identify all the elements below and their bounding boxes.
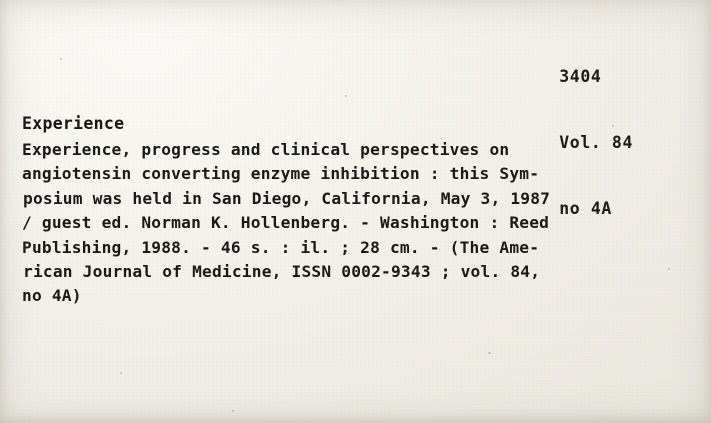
paper-speck <box>488 352 491 354</box>
paper-speck <box>60 58 62 60</box>
call-number-line-2: Vol. 84 <box>559 133 633 152</box>
entry-line: rican Journal of Medicine, ISSN 0002-9343 ; vol. 84, <box>23 262 541 282</box>
entry-heading: Experience <box>22 114 125 133</box>
catalog-entry <box>22 112 687 309</box>
entry-line: angiotensin converting enzyme inhibition : this Sym- <box>22 164 540 184</box>
call-number-line-3: no 4A <box>559 199 612 218</box>
paper-speck <box>345 95 347 97</box>
entry-line: no 4A) <box>22 286 82 306</box>
call-number-line-1: 3404 <box>559 67 602 86</box>
paper-speck <box>120 372 122 374</box>
paper-speck <box>232 410 234 412</box>
entry-line: Experience, progress and clinical perspectives on <box>22 140 510 159</box>
entry-line: posium was held in San Diego, California, May 3, 1987 <box>23 188 551 208</box>
entry-line: Publishing, 1988. - 46 s. : il. ; 28 cm. - (The Ame- <box>22 237 540 257</box>
entry-line: / guest ed. Norman K. Hollenberg. - Washington : Reed <box>22 213 550 233</box>
